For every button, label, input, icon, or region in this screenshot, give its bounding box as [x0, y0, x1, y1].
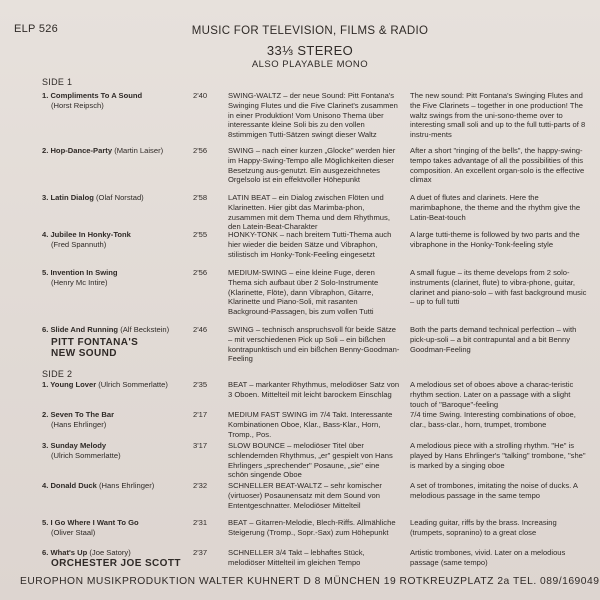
track-duration: 2'35 — [193, 380, 208, 389]
track-title: 3. Sunday Melody — [42, 441, 107, 450]
track-title: 5. Invention In Swing — [42, 268, 118, 277]
track-notes-german: BEAT – markanter Rhythmus, melodiöser Satz von 3 Oboen. Mittelteil mit leicht barockem Einschlag — [228, 380, 400, 399]
side-1-label: SIDE 1 — [42, 77, 73, 87]
track-composer: (Olaf Norstad) — [96, 193, 144, 202]
sleeve-header — [150, 25, 470, 70]
track-composer: (Alf Beckstein) — [120, 325, 170, 334]
track-duration: 2'56 — [193, 146, 208, 155]
track-title: 5. I Go Where I Want To Go — [42, 518, 139, 527]
track-notes-german: SLOW BOUNCE – melodiöser Titel über schlendernden Rhythmus, „er" gespielt von Hans Ehrlingers „sprechender" Posaune, „sie" eine schön singende Oboe — [228, 441, 393, 480]
track-duration: 2'37 — [193, 548, 208, 557]
track-notes-english: After a short "ringing of the bells", the happy-swing-tempo takes advantage of all the possibilities of this composition. An excellent organ-solo is the effective climax — [410, 146, 585, 185]
header-title: MUSIC FOR TELEVISION, FILMS & RADIO — [191, 25, 429, 37]
track-duration: 2'40 — [193, 91, 208, 100]
track-composer: (Joe Satory) — [89, 548, 131, 557]
track-title: 2. Seven To The Bar — [42, 410, 115, 419]
publisher-footer: EUROPHON MUSIKPRODUKTION WALTER KUHNERT D 8 MÜNCHEN 19 ROTKREUZPLATZ 2a TEL. 089/169049 — [20, 576, 600, 587]
side-2-label: SIDE 2 — [42, 369, 73, 379]
track-notes-german: SWING-WALTZ – der neue Sound: Pitt Fontana's Swinging Flutes und die Five Clarinet's zusammen in einer Produktion! Vom Unisono Thema über interessante kleine Soli bis zu den vollen 8stimmigen Tutti-Sätzen swingt dieser Waltz — [228, 91, 398, 140]
artist-line: NEW SOUND — [51, 348, 117, 359]
track-composer: (Horst Reipsch) — [51, 100, 104, 110]
track-notes-german: MEDIUM-SWING – eine kleine Fuge, deren Thema sich aufbaut über 2 Solo-Instrumente (Klarinette, Flöte), dann Vibraphon, Gitarre, Klarinette und Piano-Soli, mit rasanten Background-Passagen, bis zum vollen Tutti — [228, 268, 379, 317]
track-notes-english: Both the parts demand technical perfection – with pick-up-soli – a bit contrapuntal and a bit Benny Goodman-Feeling — [410, 325, 577, 354]
track-title: 6. Slide And Running (Alf Beckstein) — [42, 325, 170, 334]
track-notes-english: Leading guitar, riffs by the brass. Increasing (trumpets, sopranino) to a great close — [410, 518, 557, 537]
track-composer: (Martin Laiser) — [114, 146, 164, 155]
track-notes-german: SCHNELLER BEAT-WALTZ – sehr komischer (virtuoser) Posaunensatz mit dem Sound von Ententgeschnatter. Melodiöser Mittelteil — [228, 481, 382, 510]
track-duration: 2'32 — [193, 481, 208, 490]
track-notes-german: SCHNELLER 3/4 Takt – lebhaftes Stück, melodiöser Mittelteil im gleichen Tempo — [228, 548, 365, 567]
track-notes-german: MEDIUM FAST SWING im 7/4 Takt. Interessante Kombinationen Oboe, Klar., Bass-Klar., Horn, Tromp., Pos. — [228, 410, 393, 439]
track-notes-german: LATIN BEAT – ein Dialog zwischen Flöten und Klarinetten. Hier gibt das Marimba-phon, zusammen mit dem Thema und dem Rhythmus, den Latein-Beat-Charakter — [228, 193, 390, 232]
track-duration: 2'46 — [193, 325, 208, 334]
track-notes-english: A small fugue – its theme develops from 2 solo-instruments (clarinet, flute) to vibra-phone, guitar, clarinet and piano-solo – with fast background music – up to full tutti — [410, 268, 587, 307]
track-notes-german: SWING – nach einer kurzen „Glocke" werden hier im Happy-Swing-Tempo alle Möglichkeiten dieser Besetzung aus-genutzt. Ein ausgezeichnetes Orgelsolo ist ein effektvoller Höhepunkt — [228, 146, 396, 185]
track-notes-english: A melodious piece with a strolling rhythm. "He" is played by Hans Ehrlinger's "talking" trombone, "she" is marked by a singing oboe — [410, 441, 586, 470]
track-composer: (Ulrich Sommerlatte) — [51, 450, 121, 460]
track-duration: 2'55 — [193, 230, 208, 239]
track-notes-german: SWING – technisch anspruchsvoll für beide Sätze – mit verschiedenen Pick up Soli – ein bißchen kontrapunktisch und ein bißchen Benny-Goodman-Feeling — [228, 325, 400, 364]
catalog-number: ELP 526 — [14, 23, 59, 35]
track-title: 2. Hop-Dance-Party (Martin Laiser) — [42, 146, 164, 155]
artist-line: PITT FONTANA'S — [51, 337, 139, 348]
track-duration: 2'56 — [193, 268, 208, 277]
track-notes-english: Artistic trombones, vivid. Later on a melodious passage (same tempo) — [410, 548, 566, 567]
track-composer: (Hans Ehrlinger) — [98, 481, 155, 490]
track-duration: 2'58 — [193, 193, 208, 202]
track-duration: 2'17 — [193, 410, 208, 419]
track-notes-english: 7/4 time Swing. Interesting combinations of oboe, clar., bass-clar., horn, trumpet, trombone — [410, 410, 576, 429]
track-title: 3. Latin Dialog (Olaf Norstad) — [42, 193, 144, 202]
track-duration: 2'31 — [193, 518, 208, 527]
track-notes-english: A duet of flutes and clarinets. Here the marimbaphone, the theme and the rhythm give the Latin-Beat-touch — [410, 193, 581, 222]
track-notes-german: BEAT – Gitarren-Melodie, Blech-Riffs. Allmähliche Steigerung (Tromp., Sopr.-Sax) zum Höhepunkt — [228, 518, 396, 537]
track-notes-english: A set of trombones, imitating the noise of ducks. A melodious passage in the same tempo — [410, 481, 578, 500]
track-composer: (Hans Ehrlinger) — [51, 419, 107, 429]
header-mono-note: ALSO PLAYABLE MONO — [251, 59, 369, 70]
track-title: 4. Donald Duck (Hans Ehrlinger) — [42, 481, 155, 490]
header-speed-stereo: 33⅓ STEREO — [266, 43, 354, 58]
track-notes-english: A large tutti-theme is followed by two parts and the vibraphone in the Honky-Tonk-feeling style — [410, 230, 580, 249]
track-title: 1. Young Lover (Ulrich Sommerlatte) — [42, 380, 168, 389]
artist-name-side2: ORCHESTER JOE SCOTT — [51, 558, 181, 569]
track-composer: (Henry Mc Intire) — [51, 277, 108, 287]
track-notes-english: The new sound: Pitt Fontana's Swinging Flutes and the Five Clarinets – together in one production! The waltz swings from the uni-sono-theme over to interesting small soli and up to the full tutti-parts of 8 instru-ments — [410, 91, 586, 140]
track-composer: (Ulrich Sommerlatte) — [98, 380, 168, 389]
track-title: 4. Jubilee In Honky-Tonk — [42, 230, 131, 239]
artist-name-side1 — [51, 337, 138, 359]
track-title: 1. Compliments To A Sound — [42, 91, 143, 100]
track-title: 6. What's Up (Joe Satory) — [42, 548, 131, 557]
track-notes-english: A melodious set of oboes above a charac-teristic rhythm section. Later on a passage with a slight touch of "Baroque"-feeling — [410, 380, 574, 409]
track-notes-german: HONKY-TONK – nach breitem Tutti-Thema auch hier wieder die beiden Sätze und Vibraphon, stilistisch im Honky-Tonk-Feeling eingesetzt — [228, 230, 392, 259]
track-composer: (Fred Spannuth) — [51, 239, 107, 249]
track-duration: 3'17 — [193, 441, 208, 450]
track-composer: (Oliver Staal) — [51, 527, 96, 537]
